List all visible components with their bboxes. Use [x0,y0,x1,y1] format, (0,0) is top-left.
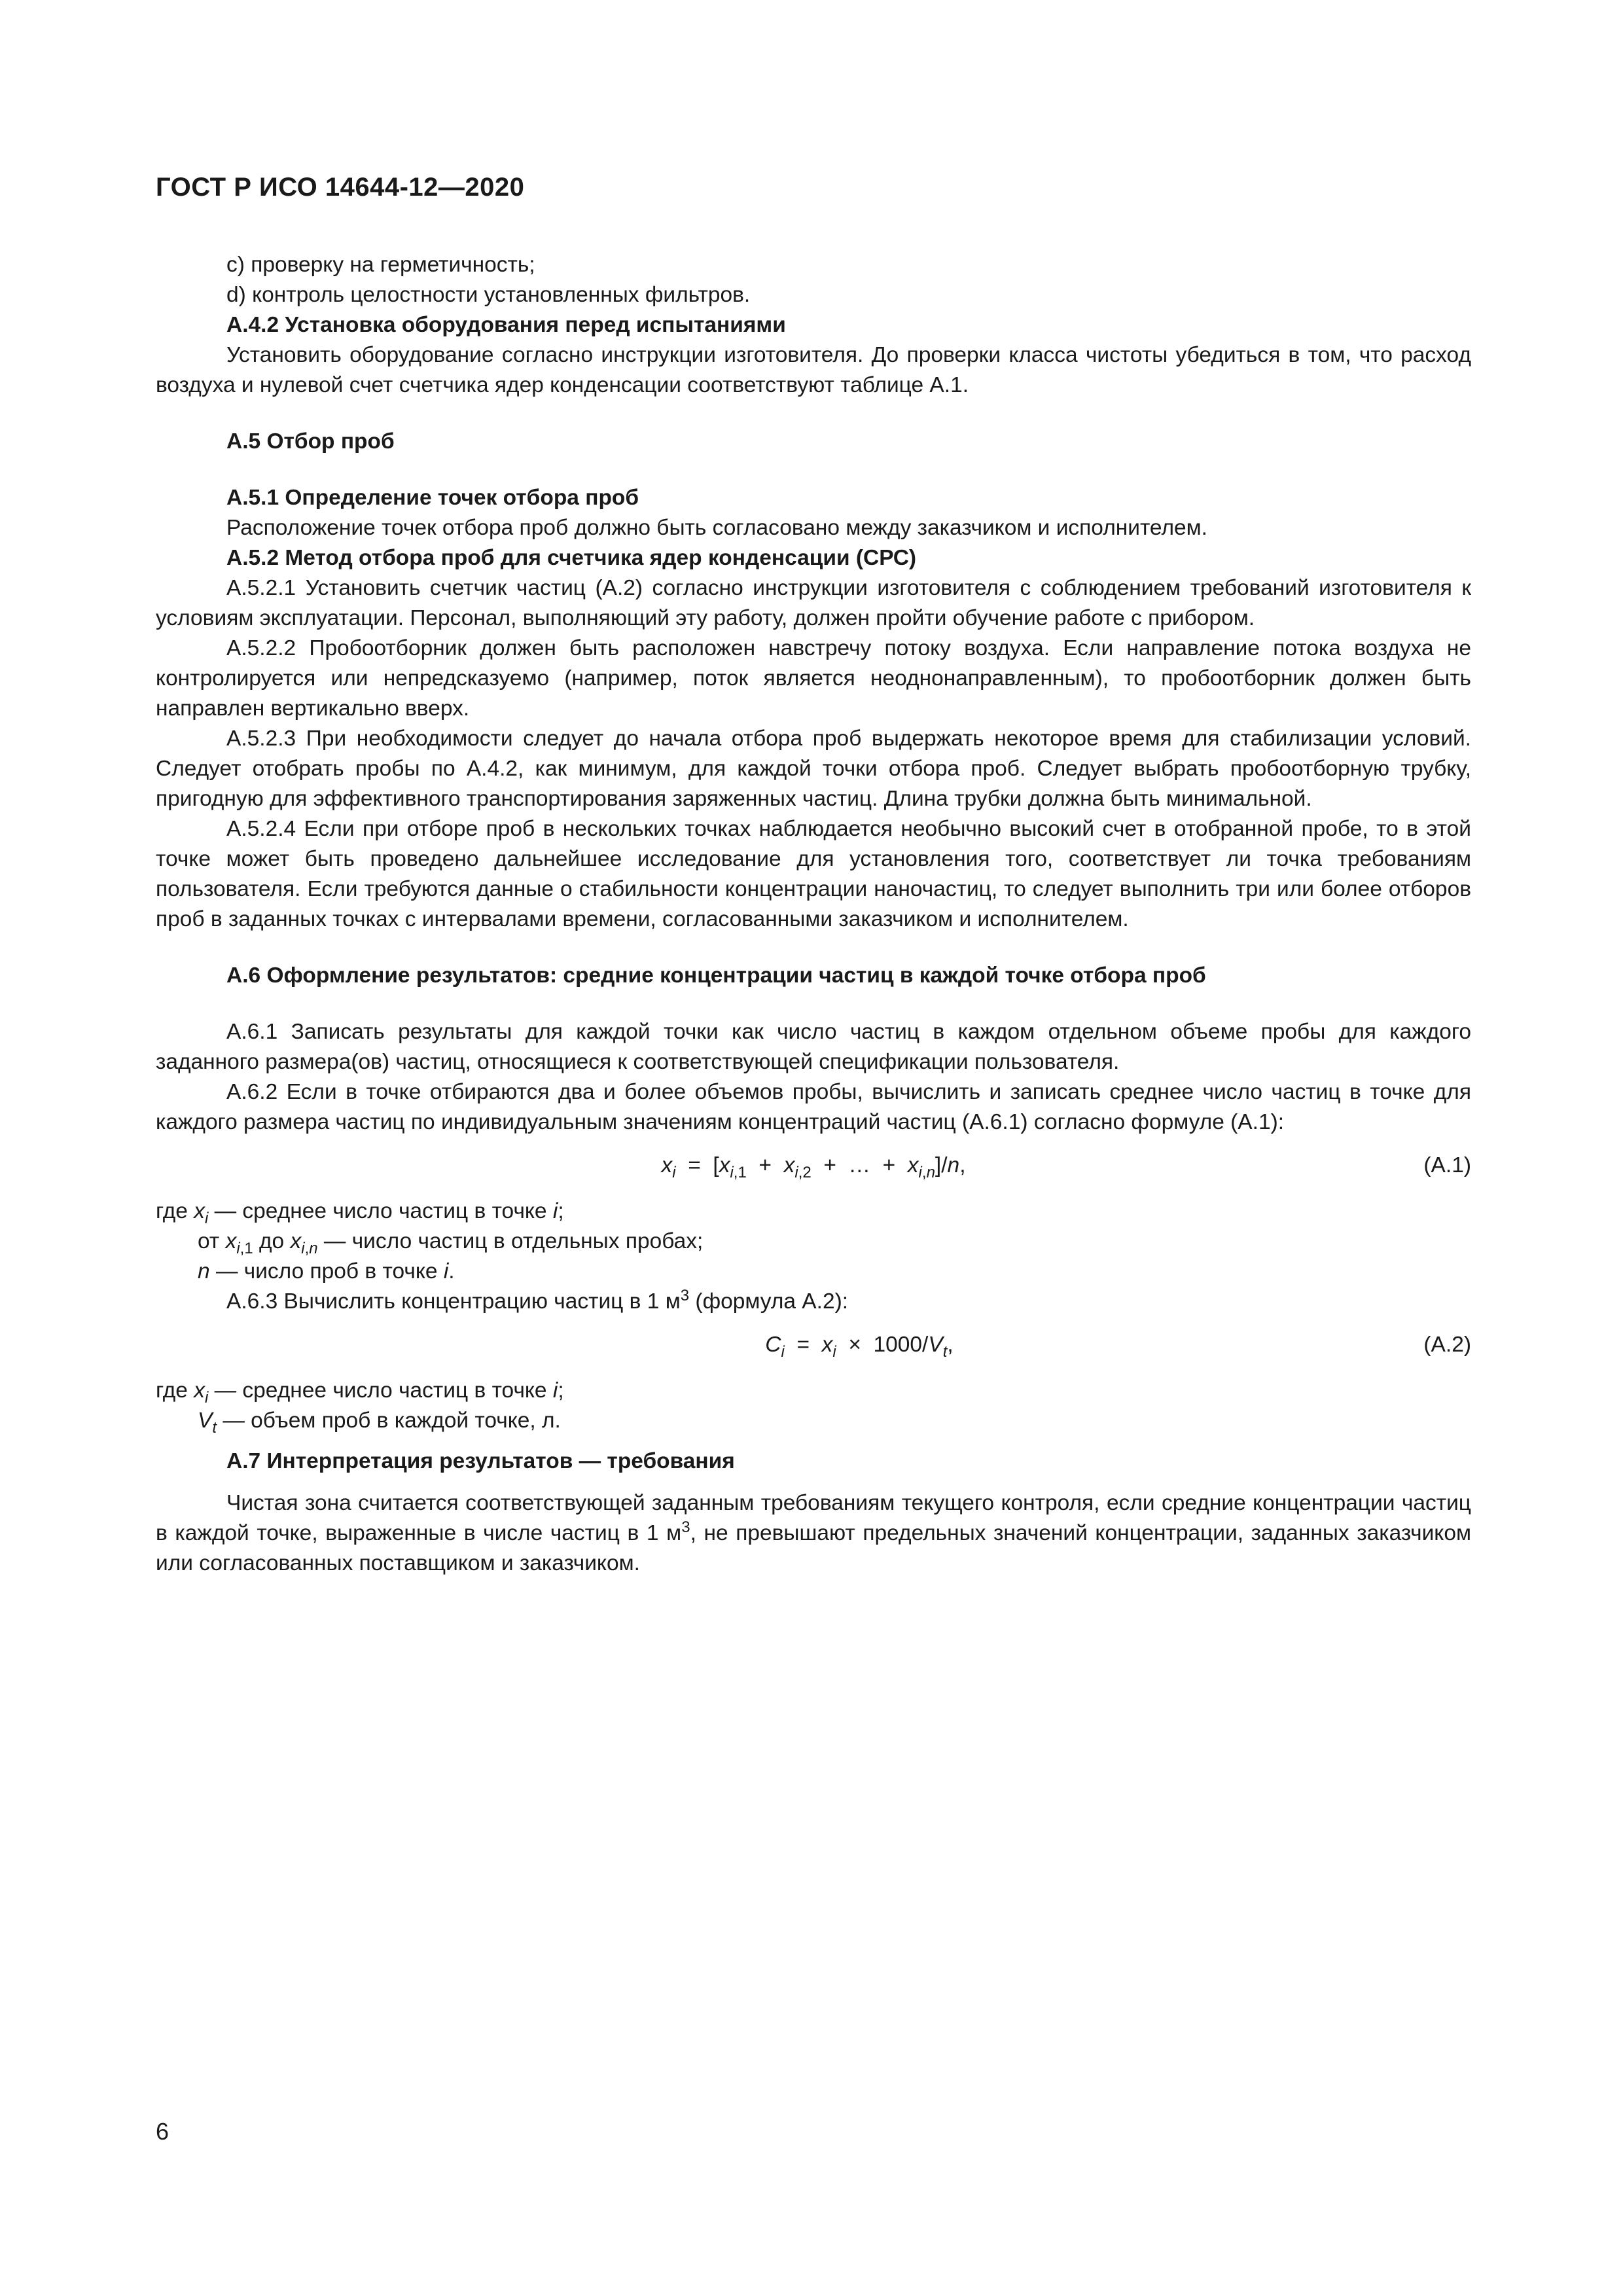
section-a5-title: А.5 Отбор проб [226,429,395,454]
paragraph-a62: А.6.2 Если в точке отбираются два и более объемов пробы, вычислить и записать среднее число частиц в точке для каждого размера частиц по индивидуальным значениям концентраций частиц (А.6.1) согласно формуле (А.1): [156,1080,1471,1134]
paragraph-a61: А.6.1 Записать результаты для каждой точки как число частиц в каждом отдельном объеме пробы для каждого заданного размера(ов) частиц, относящиеся к соответствующей спецификации пользователя. [156,1020,1471,1074]
paragraph-a522: А.5.2.2 Пробоотборник должен быть расположен навстречу потоку воздуха. Если направление потока воздуха не контролируется или непредсказуемо (например, поток является неоднонаправленным), то пробоотборник должен быть направлен вертикально вверх. [156,636,1471,721]
legend-line: от $x_{i,1}$ до $x_{i,n}$ — число частиц в отдельных пробах; [198,1229,704,1257]
document-header: ГОСТ Р ИСО 14644-12—2020 [156,173,525,202]
section-a6-title: А.6 Оформление результатов: средние концентрации частиц в каждой точке отбора проб [226,963,1206,988]
section-a7-text: Чистая зона считается соответствующей заданным требованиям текущего контроля, если средние концентрации частиц в каждой точке, выраженные в числе частиц в 1 $м^3$, не превышают предельных значений концентрации, заданных заказчиком или согласованных поставщиком и заказчиком. [156,1491,1471,1575]
page-number: 6 [156,2118,169,2145]
legend-line: где $x_i$ — среднее число частиц в точке i; [156,1378,564,1407]
formula-a1 [156,1151,1471,1181]
formula-a1-number: (А.1) [1423,1153,1471,1177]
section-a42-title: А.4.2 Установка оборудования перед испытаниями [226,313,786,337]
section-a51-title: А.5.1 Определение точек отбора проб [226,486,639,510]
formula-a2 [156,1330,1471,1360]
formula-a1-legend [156,1196,1471,1287]
formula-a2-legend [156,1376,1471,1436]
paragraph-a63: А.6.3 Вычислить концентрацию частиц в 1 $м^3$ (формула А.2): [226,1287,849,1314]
list-item-d: d) контроль целостности установленных фильтров. [226,283,751,307]
list-item-c: c) проверку на герметичность; [226,253,535,277]
section-a51-text: Расположение точек отбора проб должно быть согласовано между заказчиком и исполнителем. [226,516,1207,540]
paragraph-a523: А.5.2.3 При необходимости следует до начала отбора проб выдержать некоторое время для стабилизации условий. Следует отобрать пробы по А.4.2, как минимум, для каждой точки отбора проб. Следует выбрать пробоотборную трубку, пригодную для эффективного транспортирования заряженных частиц. Длина трубки должна быть минимальной. [156,726,1471,811]
paragraph-a521: А.5.2.1 Установить счетчик частиц (А.2) согласно инструкции изготовителя с соблюдением требований изготовителя к условиям эксплуатации. Персонал, выполняющий эту работу, должен пройти обучение работе с прибором. [156,576,1471,630]
legend-line: $V_t$ — объем проб в каждой точке, л. [198,1408,561,1437]
formula-a2-expression: $C_i = x_i \times 1000/V_t$, [765,1333,954,1361]
legend-line: где $x_i$ — среднее число частиц в точке i; [156,1199,564,1227]
section-a7-title: А.7 Интерпретация результатов — требования [226,1449,735,1473]
section-a52-title: А.5.2 Метод отбора проб для счетчика ядер конденсации (СРС) [226,546,917,570]
paragraph-a524: А.5.2.4 Если при отборе проб в нескольких точках наблюдается необычно высокий счет в отобранной пробе, то в этой точке может быть проведено дальнейшее исследование для установления того, соответствует ли точка требованиям пользователя. Если требуются данные о стабильности концентрации наночастиц, то следует выполнить три или более отборов проб в заданных точках с интервалами времени, согласованными заказчиком и исполнителем. [156,817,1471,931]
section-a42-text: Установить оборудование согласно инструкции изготовителя. До проверки класса чистоты убедиться в том, что расход воздуха и нулевой счет счетчика ядер конденсации соответствуют таблице А.1. [156,343,1471,397]
legend-line: n — число проб в точке i. [198,1259,455,1283]
formula-a2-number: (А.2) [1423,1333,1471,1357]
formula-a1-expression: $x_i = [x_{i,1} + x_{i,2}$ + … + $x_{i,n}]/n$, [661,1153,966,1181]
page-content [156,250,1471,1579]
